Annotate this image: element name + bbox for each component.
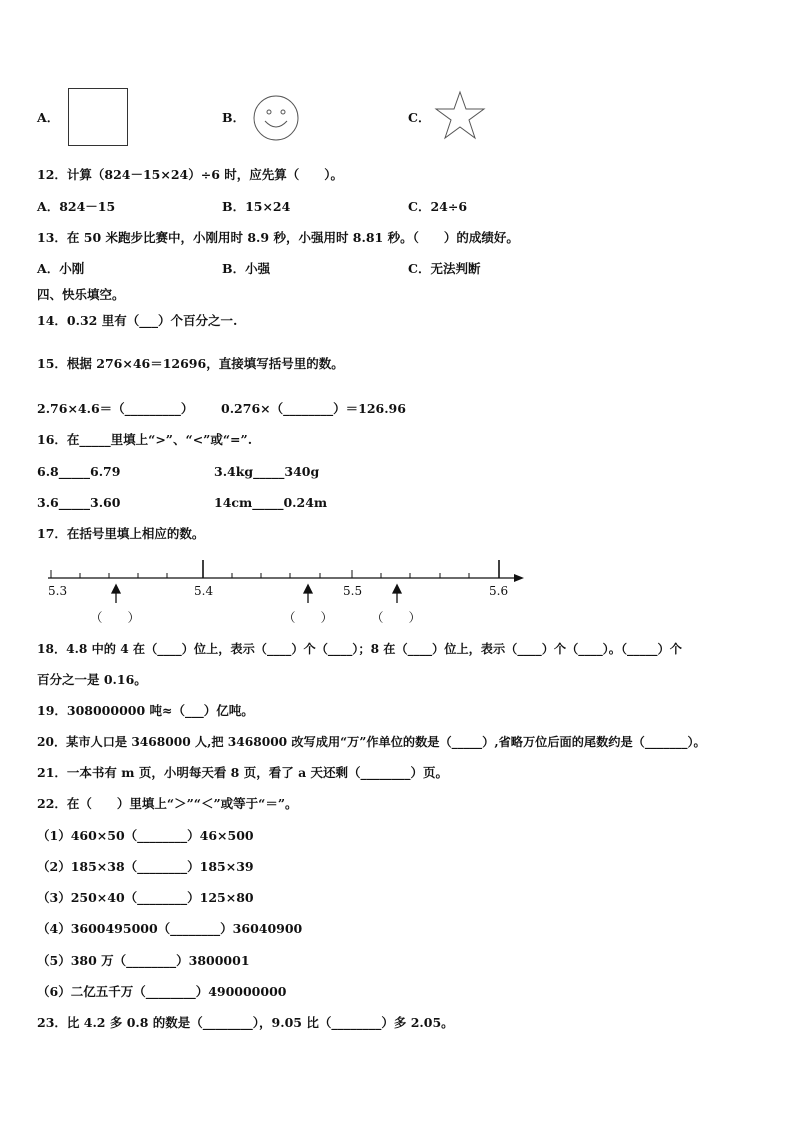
tick-label-5.5: 5.5 — [343, 584, 363, 598]
question-20: 20．某市人口是 3468000 人,把 3468000 改写成用“万”作单位的数是（_____）,省略万位后面的尾数约是（_______）。 — [37, 735, 706, 749]
q22-item-6: （6）二亿五千万（________）490000000 — [37, 984, 287, 999]
question-22: 22．在（ ）里填上“＞”“＜”或等于“＝”。 — [37, 796, 298, 811]
q22-item-3: （3）250×40（________）125×80 — [37, 890, 254, 905]
question-14: 14．0.32 里有（___）个百分之一. — [37, 313, 238, 328]
q12-option-c: C．24÷6 — [408, 199, 468, 214]
q16-item-3: 3.6_____3.60 — [37, 495, 121, 510]
q12-option-a: A．824－15 — [37, 199, 116, 214]
q22-item-2: （2）185×38（________）185×39 — [37, 859, 254, 874]
q16-item-1: 6.8_____6.79 — [37, 464, 121, 479]
question-17: 17．在括号里填上相应的数。 — [37, 526, 205, 541]
q17-blank-3[interactable]: （ ） — [371, 610, 422, 625]
q16-item-4: 14cm_____0.24m — [214, 495, 328, 510]
question-18-line-2: 百分之一是 0.16。 — [37, 672, 147, 687]
q15-item-b: 0.276×（________）＝126.96 — [221, 401, 406, 416]
q17-blank-2[interactable]: （ ） — [283, 610, 334, 625]
smiley-face-icon — [252, 94, 300, 142]
q11-option-b-label: B． — [222, 110, 246, 125]
question-19: 19．308000000 吨≈（___）亿吨。 — [37, 703, 254, 718]
question-13: 13．在 50 米跑步比赛中，小刚用时 8.9 秒，小强用时 8.81 秒。（ ）的成绩好。 — [37, 230, 519, 245]
section-heading: 四、快乐填空。 — [37, 287, 125, 302]
q11-option-a-label: A． — [37, 110, 60, 125]
question-23: 23．比 4.2 多 0.8 的数是（________），9.05 比（________）多 2.05。 — [37, 1015, 454, 1030]
q22-item-5: （5）380 万（________）3800001 — [37, 953, 250, 968]
q11-option-c-label: C． — [408, 110, 431, 125]
star-icon — [434, 90, 486, 142]
q12-option-b: B．15×24 — [222, 199, 291, 214]
number-line — [40, 552, 530, 604]
q17-blank-1[interactable]: （ ） — [90, 610, 141, 625]
q13-option-a: A．小刚 — [37, 261, 85, 276]
q22-item-1: （1）460×50（________）46×500 — [37, 828, 254, 843]
question-18-line-1: 18．4.8 中的 4 在（____）位上，表示（____）个（____）；8 在（____）位上，表示（____）个（____）。（_____）个 — [37, 642, 682, 656]
tick-label-5.3: 5.3 — [48, 584, 68, 598]
tick-label-5.4: 5.4 — [194, 584, 214, 598]
tick-label-5.6: 5.6 — [489, 584, 509, 598]
q16-item-2: 3.4kg_____340g — [214, 464, 320, 479]
question-15: 15．根据 276×46＝12696，直接填写括号里的数。 — [37, 356, 344, 371]
q13-option-c: C．无法判断 — [408, 261, 481, 276]
question-21: 21．一本书有 m 页，小明每天看 8 页，看了 a 天还剩（________）页。 — [37, 765, 449, 780]
q22-item-4: （4）3600495000（________）36040900 — [37, 921, 303, 936]
question-16: 16．在_____里填上“>”、“<”或“=”. — [37, 432, 253, 447]
square-shape — [68, 88, 128, 146]
q13-option-b: B．小强 — [222, 261, 271, 276]
q15-item-a: 2.76×4.6＝（_________） — [37, 401, 194, 416]
question-12: 12．计算（824－15×24）÷6 时，应先算（ ）。 — [37, 167, 344, 182]
